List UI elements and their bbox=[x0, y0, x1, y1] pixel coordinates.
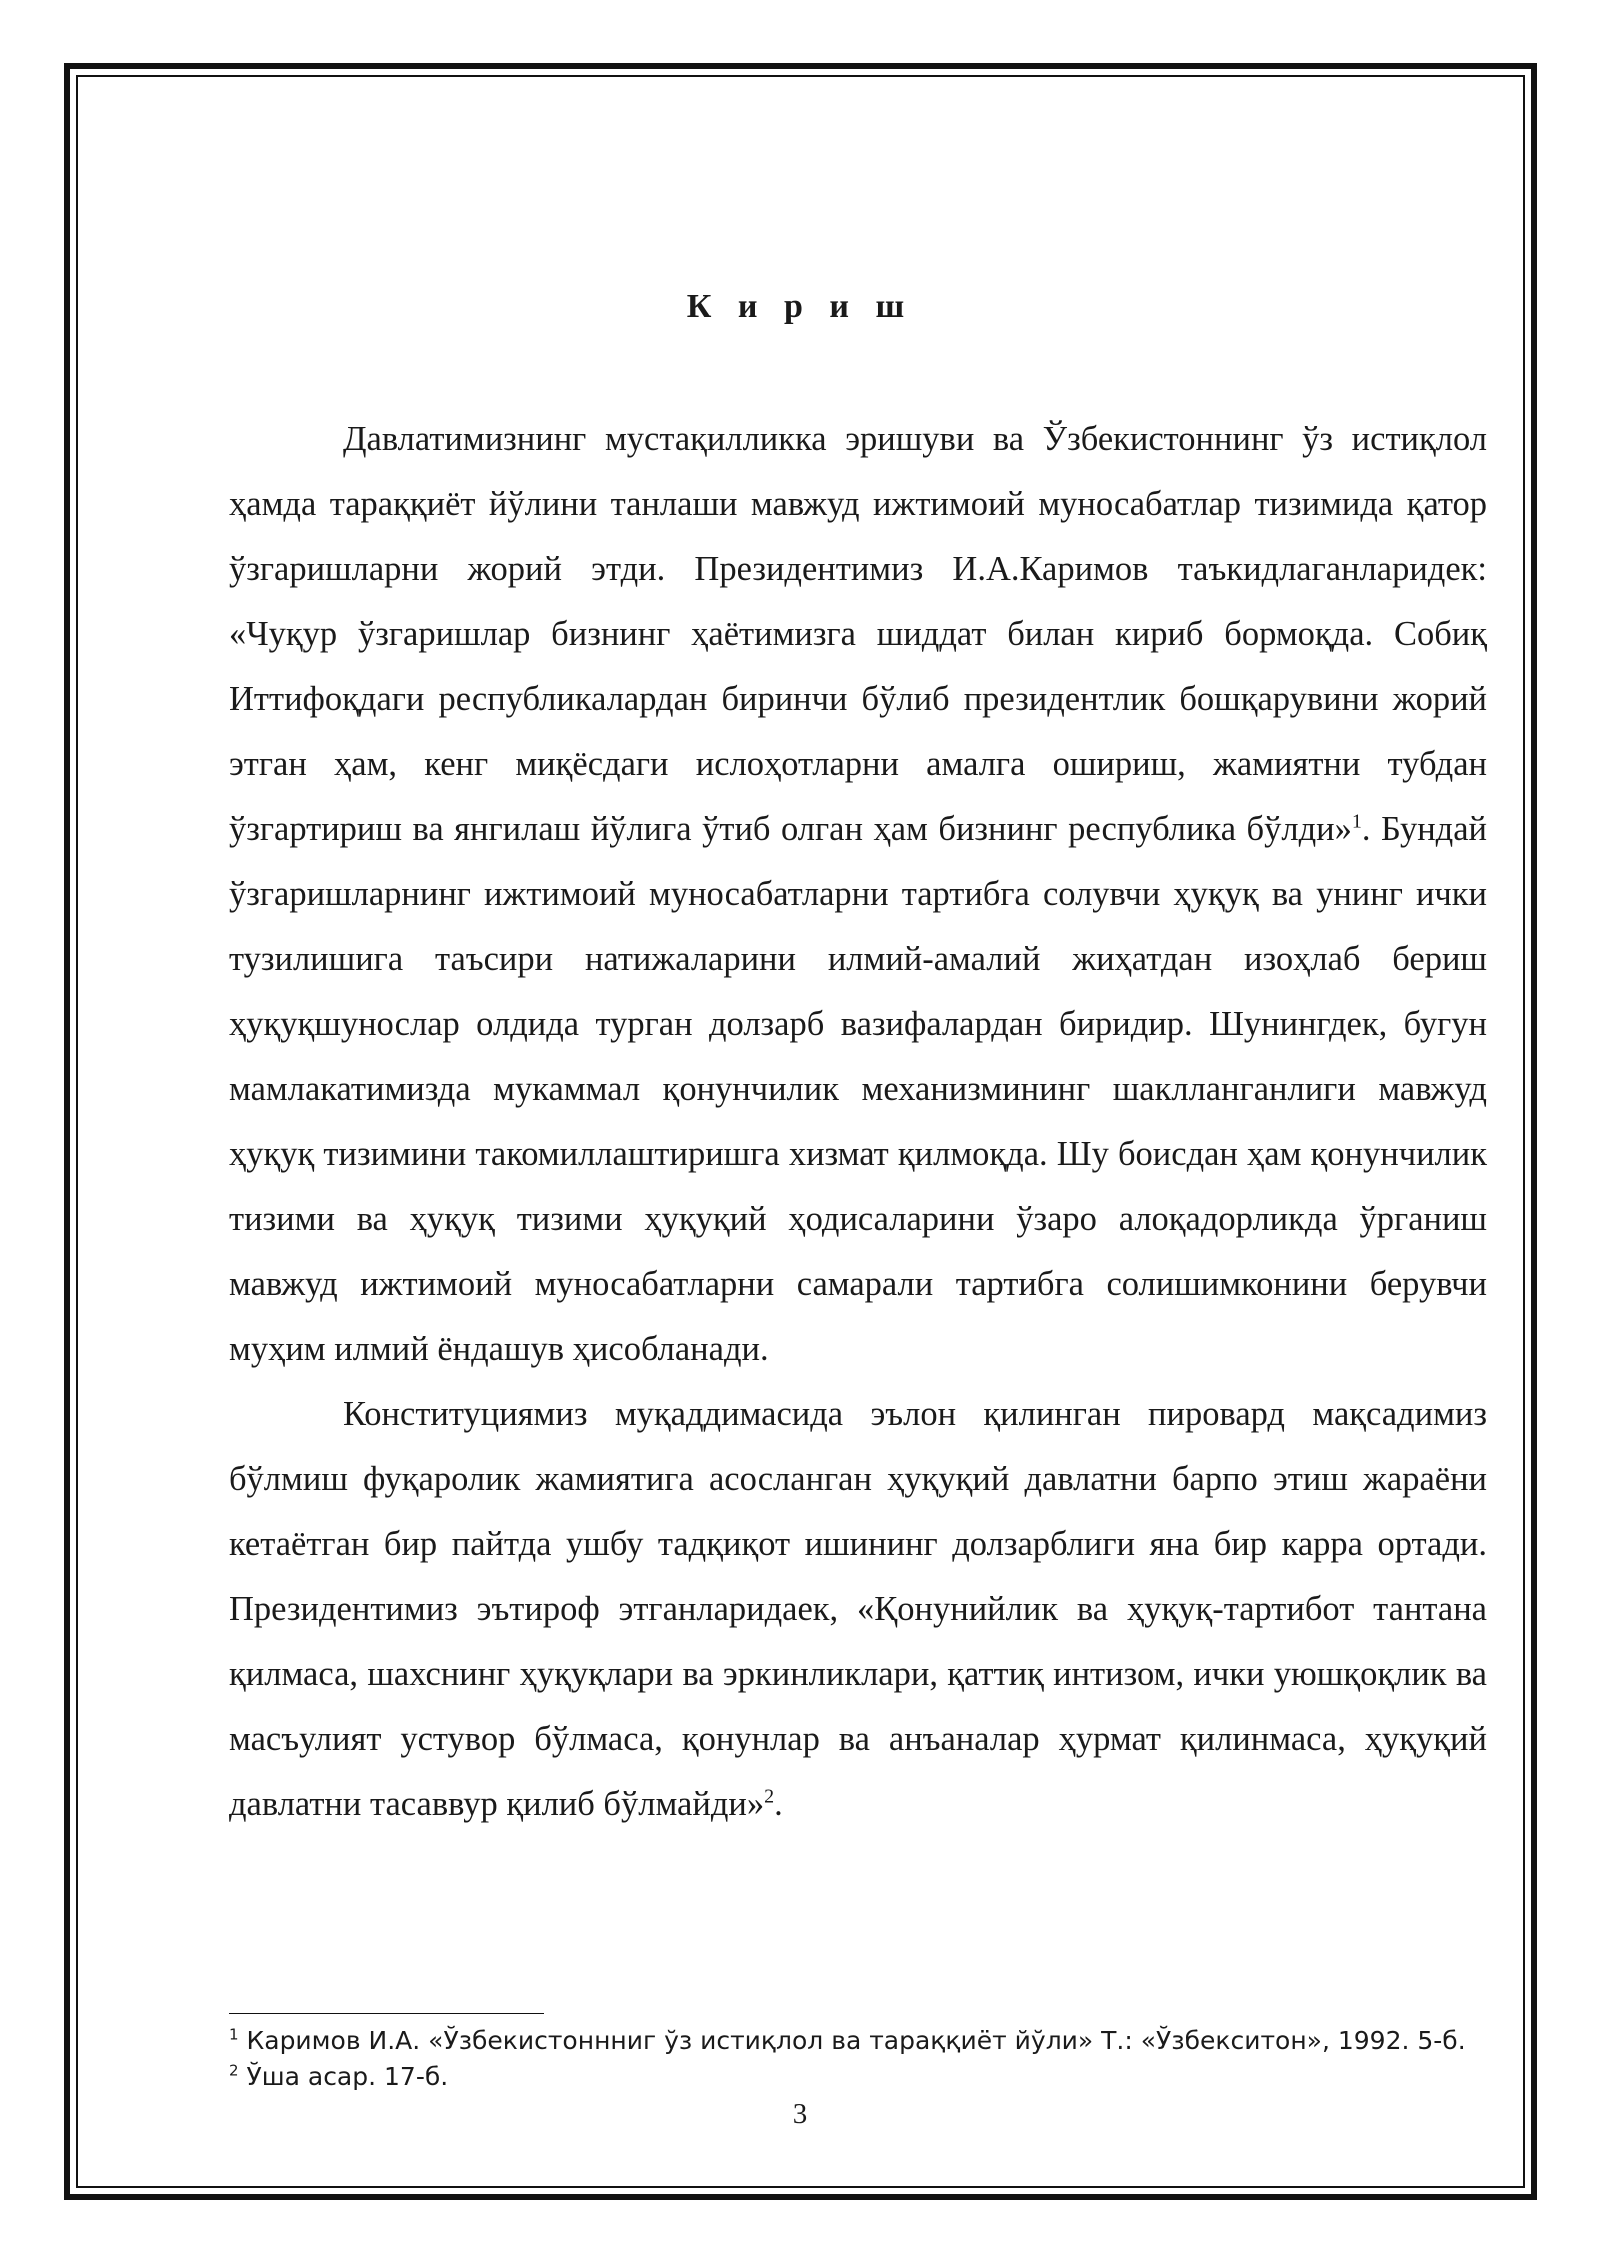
paragraph-2-text-a: Конституциямиз муқаддимасида эълон қилинган пировард мақсадимиз бўлмиш фуқаролик жамиятига асосланган ҳуқуқий давлатни барпо этиш жараёни кетаётган бир пайтда ушбу тадқиқот ишининг долзарблиги яна бир карра ортади. Президентимиз эътироф этганларидаек, «Қонунийлик ва ҳуқуқ-тартибот тантана қилмаса, шахснинг ҳуқуқлари ва эркинликлари, қаттиқ интизом, ички уюшқоқлик ва масъулият устувор бўлмаса, қонунлар ва анъаналар ҳурмат қилинмаса, ҳуқуқий давлатни тасаввур қилиб бўлмайди» bbox=[229, 1395, 1487, 1823]
paragraph-1-text-a: Давлатимизнинг мустақилликка эришуви ва Ўзбекистоннинг ўз истиқлол ҳамда тараққиёт йўлини танлаши мавжуд ижтимоий муносабатлар тизимида қатор ўзгаришларни жорий этди. Президентимиз И.А.Каримов таъкидлаганларидек: «Чуқур ўзгаришлар бизнинг ҳаётимизга шиддат билан кириб бормоқда. Собиқ Иттифоқдаги республикалардан биринчи бўлиб президентлик бошқарувини жорий этган ҳам, кенг миқёсдаги ислоҳотларни амалга ошириш, жамиятни тубдан ўзгартириш ва янгилаш йўлига ўтиб олган ҳам бизнинг республика бўлди» bbox=[229, 420, 1487, 848]
footnote-2 bbox=[229, 2059, 1487, 2095]
footnote-2-number: 2 bbox=[229, 2061, 239, 2080]
paragraph-2 bbox=[229, 1382, 1487, 1837]
paragraph-1 bbox=[229, 407, 1487, 1382]
footnote-ref-2[interactable]: 2 bbox=[764, 1785, 775, 1808]
paragraph-1-text-b: . Бундай ўзгаришларнинг ижтимоий муносабатларни тартибга солувчи ҳуқуқ ва унинг ички тузилишига таъсири натижаларини илмий-амалий жиҳатдан изоҳлаб бериш ҳуқуқшунослар олдида турган долзарб вазифалардан биридир. Шунингдек, бугун мамлакатимизда мукаммал қонунчилик механизмининг шаклланганлиги мавжуд ҳуқуқ тизимини такомиллаштиришга хизмат қилмоқда. Шу боисдан ҳам қонунчилик тизими ва ҳуқуқ тизими ҳуқуқий ҳодисаларини ўзаро алоқадорликда ўрганиш мавжуд ижтимоий муносабатларни самарали тартибга солишимконини берувчи муҳим илмий ёндашув ҳисобланади. bbox=[229, 810, 1487, 1368]
footnote-1-text: Каримов И.А. «Ўзбекистоннниг ўз истиқлол ва тараққиёт йўли» Т.: «Ўзбекситон», 1992. 5-б. bbox=[238, 2026, 1466, 2055]
body-text bbox=[229, 407, 1487, 1837]
footnote-ref-1[interactable]: 1 bbox=[1351, 810, 1362, 833]
footnote-separator bbox=[229, 2013, 544, 2014]
footnotes bbox=[229, 2023, 1487, 2095]
footnote-1 bbox=[229, 2023, 1487, 2059]
paragraph-2-text-b: . bbox=[774, 1785, 783, 1823]
page-number: 3 bbox=[792, 2098, 808, 2130]
footnote-1-number: 1 bbox=[229, 2025, 239, 2044]
section-title: К и р и ш bbox=[686, 288, 914, 325]
footnote-2-text: Ўша асар. 17-б. bbox=[238, 2062, 449, 2091]
